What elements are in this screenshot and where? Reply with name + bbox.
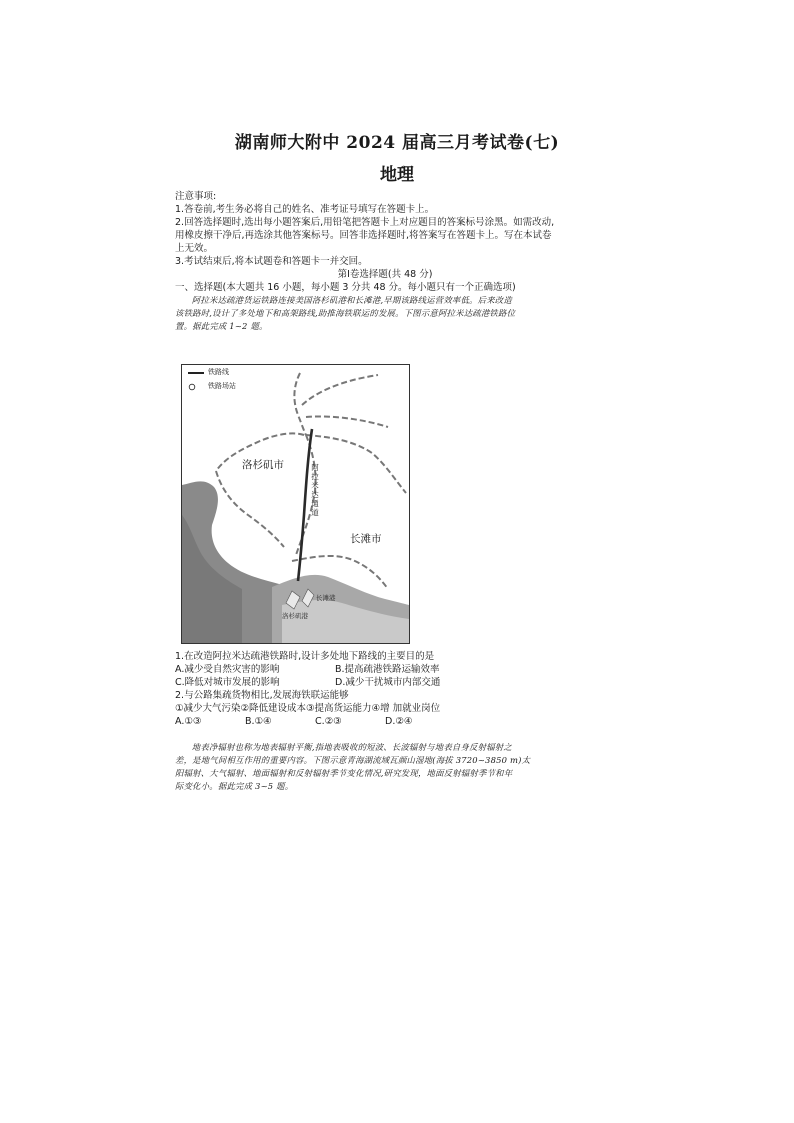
notes-item: 1.答卷前,考生务必将自己的姓名、准考证号填写在答题卡上。 [175,204,435,215]
la-port-label: 洛杉矶港 [282,612,308,620]
q1-option-c: C.降低对城市发展的影响 [175,677,280,688]
map-legend [188,373,204,390]
q2-items: ①减少大气污染②降低建设成本③提高货运能力④增 加就业岗位 [175,703,441,714]
exam-title: 湖南师大附中 2024 届高三月考试卷(七) [234,133,560,153]
legend-rail-label: 铁路线 [208,368,229,376]
intro2-line: 差，是地气间相互作用的重要内容。下图示意青海湖流域瓦颜山湿地(海拔 3720~3850 m)太 [175,755,531,765]
q2-option-a: A.①③ [175,716,202,727]
lb-port-label: 长滩港 [316,594,336,602]
q2-stem: 2.与公路集疏货物相比,发展海铁联运能够 [175,690,349,701]
corridor-char: 通 [311,499,319,508]
intro2-line: 阳辐射、大气辐射、地面辐射和反射辐射季节变化情况,研究发现，地面反射辐射季节和年 [175,768,513,778]
volume-title: 第Ⅰ卷选择题(共 48 分) [337,269,433,280]
corridor-char: 道 [311,508,319,517]
railway-map [181,364,410,644]
subject-title: 地理 [380,165,414,185]
corridor-char: 达 [311,490,319,499]
q2-option-b: B.①④ [245,716,272,727]
legend-station-label: 铁路场站 [208,382,236,390]
notes-item: 上无效。 [175,243,214,254]
q2-options [175,715,595,728]
intro-paragraph-line: 阿拉米达疏港货运铁路连接美国洛杉矶港和长滩港,早期该路线运营效率低。后来改造 [191,295,512,305]
notes-heading: 注意事项: [175,191,217,202]
notes-item: 2.回答选择题时,选出每小题答案后,用铅笔把答题卡上对应题目的答案标号涂黑。如需改动, [175,217,555,228]
intro-paragraph-line: 置。据此完成 1~2 题。 [175,321,268,331]
intro2-line: 地表净辐射也称为地表辐射平衡,指地表吸收的短波、长波辐射与地表自身反射辐射之 [191,742,512,752]
notes-block [175,190,595,333]
q1-option-d: D.减少干扰城市内部交通 [335,677,441,688]
notes-item: 3.考试结束后,将本试题卷和答题卡一并交回。 [175,256,368,267]
q1-option-a: A.减少受自然灾害的影响 [175,664,280,675]
q1-options-row2 [175,676,595,689]
corridor-char: 拉 [311,472,319,481]
q1-stem: 1.在改造阿拉米达疏港铁路时,设计多处地下路线的主要目的是 [175,651,435,662]
corridor-label [310,463,320,517]
q2-option-d: D.②④ [385,716,413,727]
part-title: 一、选择题(本大题共 16 小题，每小题 3 分共 48 分。每小题只有一个正确选项) [175,282,516,293]
q1-options-row1 [175,663,595,676]
lb-city-label: 长滩市 [350,533,382,545]
questions-block [175,650,595,728]
la-city-label: 洛杉矶市 [242,459,284,471]
notes-item: 用橡皮擦干净后,再选涂其他答案标号。回答非选择题时,将答案写在答题卡上。写在本试卷 [175,230,552,241]
q1-option-b: B.提高疏港铁路运输效率 [335,664,440,675]
corridor-char: 米 [311,481,319,490]
map-svg [182,365,409,643]
q2-option-c: C.②③ [315,716,342,727]
intro-paragraph-line: 该铁路时,设计了多处地下和高架路线,助推海铁联运的发展。下图示意阿拉米达疏港铁路位 [175,308,516,318]
intro2-line: 际变化小。据此完成 3~5 题。 [175,781,294,791]
corridor-char: 阿 [311,463,319,472]
intro2-block [175,741,595,793]
